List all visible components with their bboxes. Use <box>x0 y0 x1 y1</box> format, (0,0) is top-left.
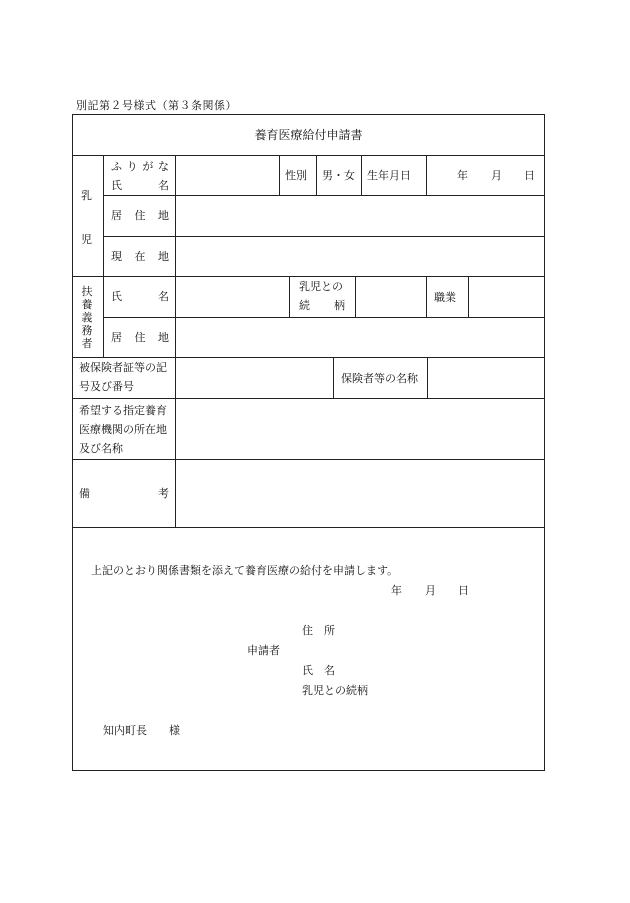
rule-infant-bottom <box>73 276 544 277</box>
application-form <box>72 114 545 771</box>
declaration-date-month: 月 <box>425 584 436 597</box>
insurer-name-label: 保険者等の名称 <box>341 372 418 385</box>
gender-label: 性別 <box>285 169 307 182</box>
birthdate-year: 年 <box>457 169 468 182</box>
insurer-name-field[interactable] <box>429 359 542 396</box>
infant-section-char-2: 児 <box>81 233 92 246</box>
rule-occupation-left <box>426 276 427 317</box>
applicant-relation-label: 乳児との続柄 <box>302 684 368 697</box>
rule-title-bottom <box>73 155 544 156</box>
insurance-number-field[interactable] <box>177 359 331 396</box>
infant-section-char-1: 乳 <box>81 189 92 202</box>
infant-name-label: 氏 名 <box>111 179 169 192</box>
form-caption: 別記第２号様式（第３条関係） <box>76 99 237 112</box>
relation-field[interactable] <box>357 278 424 315</box>
declaration-date-day: 日 <box>458 584 469 597</box>
rule-relation-mid <box>355 276 356 317</box>
declaration-date-year: 年 <box>391 584 402 597</box>
infant-name-field[interactable] <box>177 157 277 193</box>
birthdate-month: 月 <box>491 169 502 182</box>
guardian-section-label: 扶 養 義 務 者 <box>81 285 93 350</box>
institution-field[interactable] <box>177 400 542 457</box>
guardian-name-label: 氏 名 <box>111 290 169 303</box>
rule-institution-bottom <box>73 459 544 460</box>
guardian-name-field[interactable] <box>177 278 287 315</box>
birthdate-label: 生年月日 <box>367 169 411 182</box>
addressee: 知内町長 <box>103 724 147 737</box>
rule-relation-left <box>289 276 290 317</box>
relation-label-line1: 乳児との <box>299 280 343 293</box>
relation-label-line2: 続 柄 <box>299 299 345 312</box>
gender-options[interactable]: 男・女 <box>322 169 355 182</box>
rule-infant-row2 <box>103 236 544 237</box>
rule-insurance-bottom <box>73 398 544 399</box>
rule-gender-mid <box>316 155 317 195</box>
infant-residence-field[interactable] <box>177 197 542 234</box>
declaration-text: 上記のとおり関係書類を添えて養育医療の給付を申請します。 <box>91 564 399 577</box>
infant-current-address-label: 現 在 地 <box>111 250 169 263</box>
applicant-name-label: 氏 名 <box>302 664 335 677</box>
applicant-address-label: 住 所 <box>302 624 335 637</box>
rule-insurer-left <box>333 357 334 398</box>
institution-label-line1: 希望する指定養育 <box>79 404 167 417</box>
insurance-number-label-line1: 被保険者証等の記 <box>79 361 167 374</box>
institution-label-line2: 医療機関の所在地 <box>79 423 167 436</box>
institution-label-line3: 及び名称 <box>79 442 123 455</box>
insurance-number-label-line2: 号及び番号 <box>79 380 134 393</box>
rule-guardian-row1 <box>103 317 544 318</box>
rule-section-col <box>103 155 104 357</box>
rule-birth-left <box>361 155 362 195</box>
remarks-label: 備 考 <box>79 487 169 500</box>
rule-gender-left <box>279 155 280 195</box>
infant-current-address-field[interactable] <box>177 238 542 274</box>
occupation-field[interactable] <box>470 278 542 315</box>
rule-label-col <box>175 155 176 527</box>
occupation-label: 職業 <box>434 291 456 304</box>
rule-occupation-mid <box>468 276 469 317</box>
form-title: 養育医療給付申請書 <box>254 128 363 142</box>
rule-insurer-mid <box>427 357 428 398</box>
furigana-label: ふ り が な <box>111 160 169 173</box>
birthdate-day: 日 <box>524 169 535 182</box>
guardian-residence-field[interactable] <box>177 319 542 355</box>
remarks-field[interactable] <box>177 461 542 525</box>
addressee-honorific: 様 <box>169 724 180 737</box>
guardian-residence-label: 居 住 地 <box>111 331 169 344</box>
rule-remarks-bottom <box>73 527 544 528</box>
rule-infant-row1 <box>103 195 544 196</box>
rule-birth-mid <box>426 155 427 195</box>
applicant-label: 申請者 <box>247 644 280 657</box>
infant-residence-label: 居 住 地 <box>111 209 169 222</box>
rule-guardian-bottom <box>73 357 544 358</box>
